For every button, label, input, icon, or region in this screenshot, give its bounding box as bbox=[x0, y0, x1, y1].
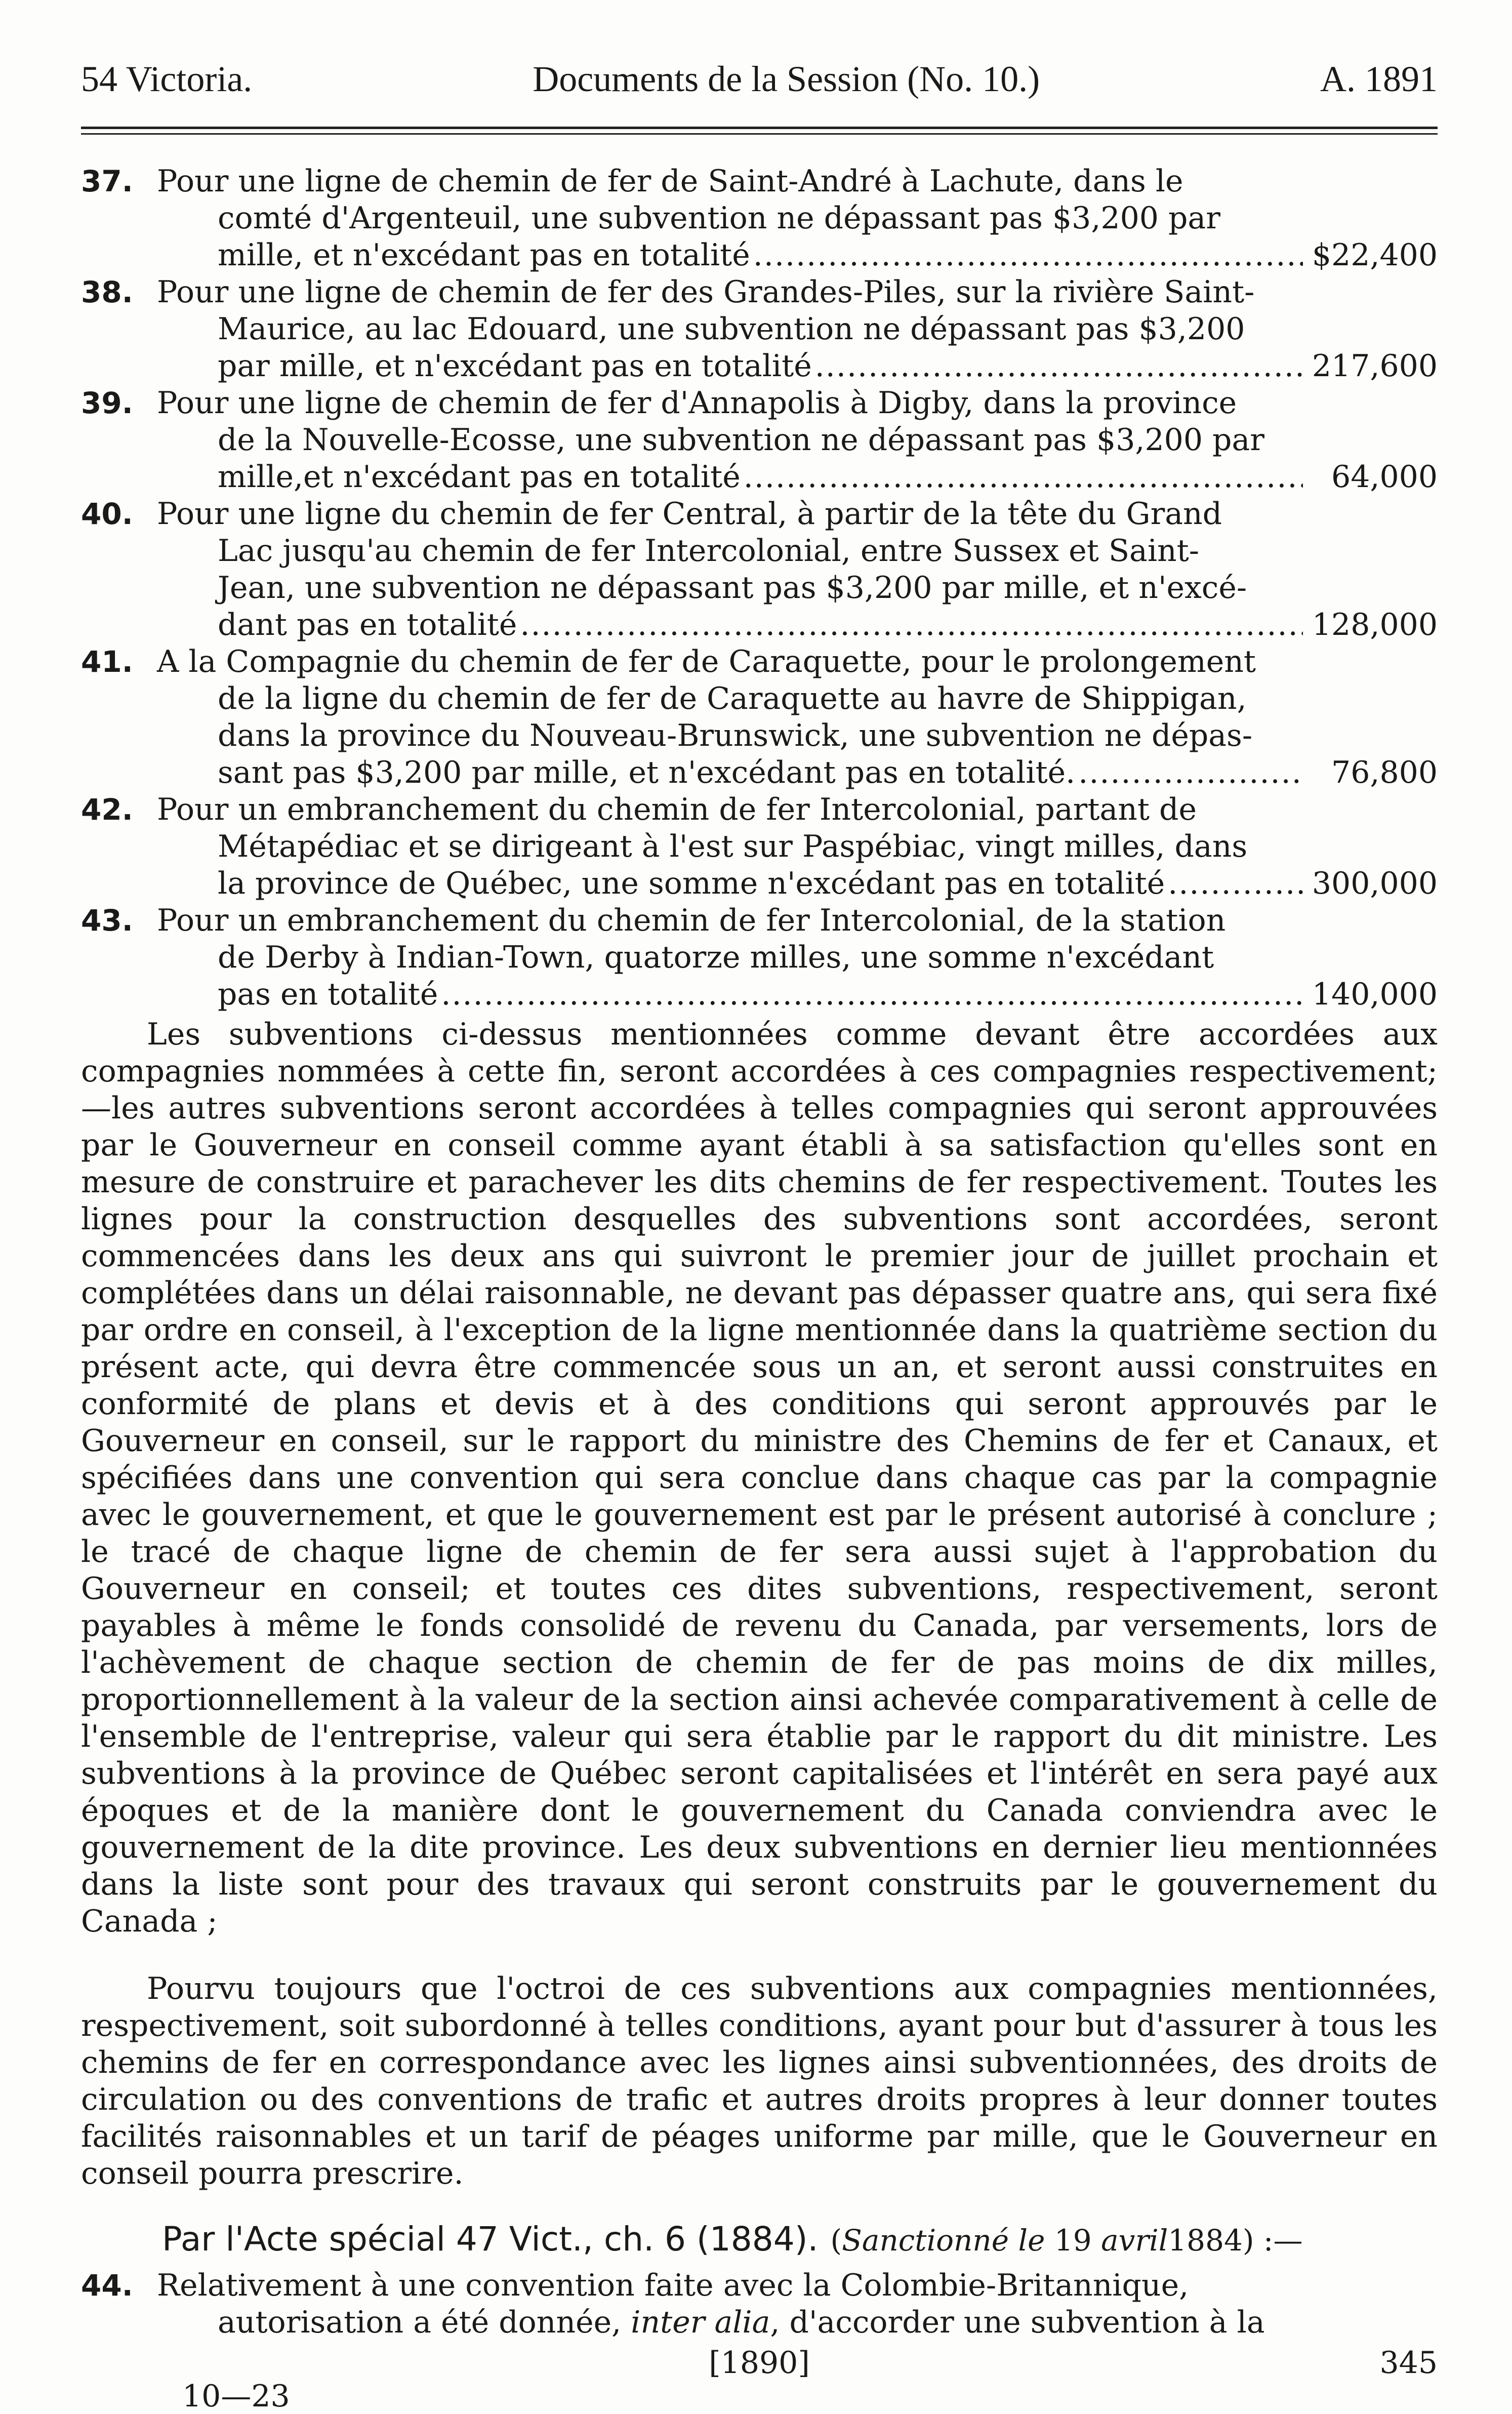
item-line: comté d'Argenteuil, une subvention ne dépassant pas $3,200 par bbox=[218, 200, 1220, 236]
item-amount: 140,000 bbox=[1312, 977, 1438, 1012]
item-line: dans la province du Nouveau-Brunswick, une subvention ne dépas- bbox=[218, 718, 1253, 753]
list-item bbox=[81, 791, 1438, 902]
list-item bbox=[81, 274, 1438, 385]
item-line: A la Compagnie du chemin de fer de Caraquette, pour le prolongement bbox=[157, 644, 1256, 679]
item-number: 43. bbox=[81, 903, 133, 938]
item-line: de la ligne du chemin de fer de Caraquette au havre de Shippigan, bbox=[218, 681, 1247, 716]
proviso-paragraph: Pourvu toujours que l'octroi de ces subventions aux compagnies mentionnées, respectivement, soit subordonné à telles conditions, ayant pour but d'assurer à tous les chemins de fer en correspondance avec les lignes ainsi subventionnées, des droits de circulation ou des conventions de trafic et autres droits propres à leur donner toutes facilités raisonnables et un tarif de péages uniforme par mille, que le Gouverneur en conseil pourra prescrire. bbox=[81, 1971, 1438, 2191]
dot-leader bbox=[441, 976, 1303, 1013]
sanction-open: ( bbox=[830, 2223, 842, 2258]
item-line: dant pas en totalité bbox=[218, 607, 517, 642]
item-number: 41. bbox=[81, 645, 133, 679]
item-amount: 128,000 bbox=[1312, 607, 1438, 642]
subsidy-list bbox=[81, 163, 1438, 1013]
list-item bbox=[81, 643, 1438, 791]
item-line: de Derby à Indian-Town, quatorze milles, une somme n'excédant bbox=[218, 940, 1214, 975]
item-line: Relativement à une convention faite avec la Colombie-Britannique, bbox=[157, 2268, 1189, 2303]
item-line: Jean, une subvention ne dépassant pas $3,200 par mille, et n'excé- bbox=[218, 570, 1247, 606]
dot-leader bbox=[520, 607, 1303, 643]
item-line: Pour un embranchement du chemin de fer Intercolonial, partant de bbox=[157, 792, 1197, 827]
list-item bbox=[81, 2267, 1438, 2341]
item-line: sant pas $3,200 par mille, et n'excédant pas en totalité. bbox=[218, 755, 1076, 790]
item-line: mille,et n'excédant pas en totalité bbox=[218, 459, 741, 495]
list-item bbox=[81, 496, 1438, 643]
page-footer bbox=[81, 2345, 1438, 2414]
item-line: Lac jusqu'au chemin de fer Intercolonial, entre Sussex et Saint- bbox=[218, 533, 1200, 569]
item-amount: 217,600 bbox=[1312, 348, 1438, 384]
conditions-paragraph: Les subventions ci-dessus mentionnées comme devant être accordées aux compagnies nommées à cette fin, seront accordées à ces compagnies respectivement;—les autres subventions seront accordées à telles compagnies qui seront approuvées par le Gouverneur en conseil comme ayant établi à sa satisfaction qu'elles sont en mesure de construire et parachever les dits chemins de fer respectivement. Toutes les lignes pour la construction desquelles des subventions sont accordées, seront commencées dans les deux ans qui suivront le premier jour de juillet prochain et complétées dans un délai raisonnable, ne devant pas dépasser quatre ans, qui sera fixé par ordre en conseil, à l'exception de la ligne mentionnée dans la quatrième section du présent acte, qui devra être commencée sous un an, et seront aussi construites en conformité de plans et devis et à des conditions qui seront approuvés par le Gouverneur en conseil, sur le rapport du ministre des Chemins de fer et Canaux, et spécifiées dans une convention qui sera conclue dans chaque cas par la compagnie avec le gouvernement, et que le gouvernement est par le présent autorisé à conclure ; le tracé de chaque ligne de chemin de fer sera aussi sujet à l'approbation du Gouverneur en conseil; et toutes ces dites subventions, respectivement, seront payables à même le fonds consolidé de revenu du Canada, par versements, lors de l'achèvement de chaque section de chemin de fer de pas moins de dix milles, proportionnellement à la valeur de la section ainsi achevée comparativement à celle de l'ensemble de l'entreprise, valeur qui sera établie par le rapport du dit ministre. Les subventions à la province de Québec seront capitalisées et l'intérêt en sera payé aux époques et de la manière dont le gouvernement du Canada conviendra avec le gouvernement de la dite province. Les deux subventions en dernier lieu mentionnées dans la liste sont pour des travaux qui seront construits par le gouvernement du Canada ; bbox=[81, 1017, 1438, 1939]
sanction-day: 19 bbox=[1054, 2223, 1092, 2258]
item-line: pas en totalité bbox=[218, 977, 438, 1012]
item-number: 37. bbox=[81, 164, 133, 198]
document-page bbox=[81, 59, 1438, 2414]
item-amount: $22,400 bbox=[1312, 237, 1438, 273]
header-rule-thin bbox=[81, 133, 1438, 135]
item-line: Pour une ligne du chemin de fer Central, à partir de la tête du Grand bbox=[157, 496, 1222, 532]
printer-signature: 10—23 bbox=[182, 2379, 290, 2414]
dot-leader bbox=[815, 348, 1303, 385]
item-line: Pour un embranchement du chemin de fer Intercolonial, de la station bbox=[157, 903, 1226, 938]
item-number: 40. bbox=[81, 497, 133, 531]
item-line: la province de Québec, une somme n'excédant pas en totalité bbox=[218, 866, 1165, 901]
item-amount: 300,000 bbox=[1312, 866, 1438, 901]
footer-year-bracket: [1890] bbox=[709, 2345, 810, 2381]
dot-leader bbox=[744, 459, 1303, 496]
sanction-month: avril bbox=[1101, 2223, 1168, 2258]
item-line: mille, et n'excédant pas en totalité bbox=[218, 237, 750, 273]
act-title: Par l'Acte spécial 47 Vict., ch. 6 (1884). bbox=[162, 2220, 819, 2259]
sanction-word: Sanctionné le bbox=[842, 2223, 1045, 2258]
item-line: Pour une ligne de chemin de fer d'Annapolis à Digby, dans la province bbox=[157, 385, 1237, 421]
sanction-note bbox=[830, 2223, 1302, 2258]
item-line: Métapédiac et se dirigeant à l'est sur Paspébiac, vingt milles, dans bbox=[218, 829, 1248, 864]
item-line-text: autorisation a été donnée, bbox=[218, 2305, 631, 2340]
header-rule-thick bbox=[81, 127, 1438, 129]
item-number: 39. bbox=[81, 386, 133, 420]
header-title: Documents de la Session (No. 10.) bbox=[533, 59, 1040, 99]
dot-leader bbox=[1078, 754, 1303, 791]
item-amount: 76,800 bbox=[1331, 755, 1438, 790]
item-number: 44. bbox=[81, 2268, 133, 2303]
list-item bbox=[81, 163, 1438, 274]
item-number: 42. bbox=[81, 792, 133, 827]
item-line: Maurice, au lac Edouard, une subvention ne dépassant pas $3,200 bbox=[218, 311, 1245, 347]
list-item bbox=[81, 385, 1438, 496]
item-line-text: , d'accorder une subvention à la bbox=[770, 2305, 1265, 2340]
header-session: 54 Victoria. bbox=[81, 59, 253, 99]
item-line: de la Nouvelle-Ecosse, une subvention ne dépassant pas $3,200 par bbox=[218, 422, 1264, 458]
latin-phrase: inter alia bbox=[631, 2305, 770, 2340]
item-line: par mille, et n'excédant pas en totalité bbox=[218, 348, 812, 384]
item-line bbox=[157, 2304, 1438, 2341]
dot-leader bbox=[1168, 865, 1303, 902]
item-number: 38. bbox=[81, 275, 133, 309]
dot-leader bbox=[753, 237, 1303, 274]
list-item bbox=[81, 902, 1438, 1013]
item-amount: 64,000 bbox=[1331, 459, 1438, 495]
running-header bbox=[81, 61, 1438, 97]
page-number: 345 bbox=[1379, 2345, 1438, 2381]
section-heading bbox=[81, 2220, 1438, 2259]
item-line: Pour une ligne de chemin de fer des Grandes-Piles, sur la rivière Saint- bbox=[157, 274, 1255, 310]
sanction-close: 1884) :— bbox=[1168, 2223, 1303, 2258]
item-line: Pour une ligne de chemin de fer de Saint-André à Lachute, dans le bbox=[157, 164, 1183, 199]
header-year: A. 1891 bbox=[1320, 59, 1438, 99]
